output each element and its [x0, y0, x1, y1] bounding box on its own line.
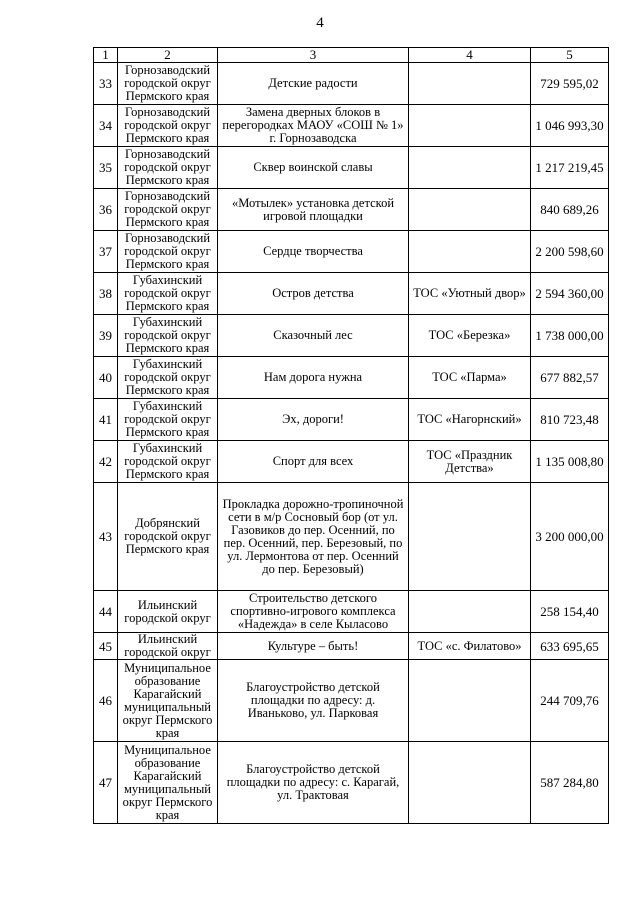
tos-cell — [409, 742, 531, 824]
header-col-2: 2 — [118, 48, 218, 63]
table-row — [94, 273, 609, 315]
amount-cell: 729 595,02 — [531, 63, 609, 105]
municipality-cell: Губахинский городской округ Пермского края — [118, 315, 218, 357]
table-row — [94, 399, 609, 441]
project-cell: Сказочный лес — [218, 315, 409, 357]
municipality-cell: Горнозаводский городской округ Пермского края — [118, 189, 218, 231]
row-number: 34 — [94, 105, 118, 147]
header-col-5: 5 — [531, 48, 609, 63]
tos-cell — [409, 231, 531, 273]
project-cell: «Мотылек» установка детской игровой площадки — [218, 189, 409, 231]
municipality-cell: Горнозаводский городской округ Пермского края — [118, 105, 218, 147]
project-cell: Замена дверных блоков в перегородках МАОУ «СОШ № 1» г. Горнозаводска — [218, 105, 409, 147]
tos-cell — [409, 147, 531, 189]
table-row — [94, 105, 609, 147]
amount-cell: 2 200 598,60 — [531, 231, 609, 273]
row-number: 44 — [94, 591, 118, 633]
grant-table — [93, 47, 609, 824]
row-number: 43 — [94, 483, 118, 591]
amount-cell: 3 200 000,00 — [531, 483, 609, 591]
amount-cell: 1 046 993,30 — [531, 105, 609, 147]
municipality-cell: Губахинский городской округ Пермского края — [118, 273, 218, 315]
table-row — [94, 63, 609, 105]
project-cell: Прокладка дорожно-тропиночной сети в м/р Сосновый бор (от ул. Газовиков до пер. Осенний, по пер. Осенний, пер. Березовый, по ул. Лермонтова от пер. Осенний до пер. Березовый) — [218, 483, 409, 591]
amount-cell: 587 284,80 — [531, 742, 609, 824]
amount-cell: 677 882,57 — [531, 357, 609, 399]
municipality-cell: Ильинский городской округ — [118, 591, 218, 633]
tos-cell: ТОС «Парма» — [409, 357, 531, 399]
tos-cell — [409, 660, 531, 742]
amount-cell: 2 594 360,00 — [531, 273, 609, 315]
project-cell: Строительство детского спортивно-игрового комплекса «Надежда» в селе Кыласово — [218, 591, 409, 633]
table-row — [94, 441, 609, 483]
municipality-cell: Губахинский городской округ Пермского края — [118, 357, 218, 399]
table-row — [94, 315, 609, 357]
tos-cell: ТОС «Уютный двор» — [409, 273, 531, 315]
row-number: 45 — [94, 633, 118, 660]
project-cell: Благоустройство детской площадки по адресу: д. Иваньково, ул. Парковая — [218, 660, 409, 742]
header-row — [94, 48, 609, 63]
table-row — [94, 483, 609, 591]
tos-cell — [409, 591, 531, 633]
row-number: 47 — [94, 742, 118, 824]
header-col-3: 3 — [218, 48, 409, 63]
table-row — [94, 189, 609, 231]
municipality-cell: Губахинский городской округ Пермского края — [118, 399, 218, 441]
table-row — [94, 742, 609, 824]
amount-cell: 1 738 000,00 — [531, 315, 609, 357]
amount-cell: 1 135 008,80 — [531, 441, 609, 483]
tos-cell: ТОС «Березка» — [409, 315, 531, 357]
municipality-cell: Ильинский городской округ — [118, 633, 218, 660]
row-number: 37 — [94, 231, 118, 273]
project-cell: Культуре – быть! — [218, 633, 409, 660]
table-row — [94, 357, 609, 399]
municipality-cell: Губахинский городской округ Пермского края — [118, 441, 218, 483]
project-cell: Спорт для всех — [218, 441, 409, 483]
page-number: 4 — [316, 15, 324, 31]
tos-cell: ТОС «Праздник Детства» — [409, 441, 531, 483]
header-col-1: 1 — [94, 48, 118, 63]
municipality-cell: Горнозаводский городской округ Пермского края — [118, 147, 218, 189]
municipality-cell: Муниципальное образование Карагайский муниципальный округ Пермского края — [118, 742, 218, 824]
header-col-4: 4 — [409, 48, 531, 63]
tos-cell: ТОС «Нагорнский» — [409, 399, 531, 441]
amount-cell: 840 689,26 — [531, 189, 609, 231]
tos-cell — [409, 105, 531, 147]
row-number: 33 — [94, 63, 118, 105]
amount-cell: 258 154,40 — [531, 591, 609, 633]
tos-cell — [409, 63, 531, 105]
project-cell: Эх, дороги! — [218, 399, 409, 441]
municipality-cell: Горнозаводский городской округ Пермского края — [118, 63, 218, 105]
project-cell: Детские радости — [218, 63, 409, 105]
table-row — [94, 147, 609, 189]
project-cell: Сквер воинской славы — [218, 147, 409, 189]
table-row — [94, 660, 609, 742]
project-cell: Сердце творчества — [218, 231, 409, 273]
row-number: 38 — [94, 273, 118, 315]
amount-cell: 1 217 219,45 — [531, 147, 609, 189]
table-row — [94, 231, 609, 273]
municipality-cell: Муниципальное образование Карагайский муниципальный округ Пермского края — [118, 660, 218, 742]
municipality-cell: Горнозаводский городской округ Пермского края — [118, 231, 218, 273]
row-number: 39 — [94, 315, 118, 357]
project-cell: Остров детства — [218, 273, 409, 315]
row-number: 36 — [94, 189, 118, 231]
amount-cell: 244 709,76 — [531, 660, 609, 742]
row-number: 42 — [94, 441, 118, 483]
table-body — [94, 63, 609, 824]
row-number: 35 — [94, 147, 118, 189]
table-row — [94, 591, 609, 633]
amount-cell: 633 695,65 — [531, 633, 609, 660]
amount-cell: 810 723,48 — [531, 399, 609, 441]
tos-cell — [409, 189, 531, 231]
row-number: 46 — [94, 660, 118, 742]
project-cell: Благоустройство детской площадки по адресу: с. Карагай, ул. Трактовая — [218, 742, 409, 824]
tos-cell — [409, 483, 531, 591]
municipality-cell: Добрянский городской округ Пермского края — [118, 483, 218, 591]
row-number: 41 — [94, 399, 118, 441]
tos-cell: ТОС «с. Филатово» — [409, 633, 531, 660]
row-number: 40 — [94, 357, 118, 399]
project-cell: Нам дорога нужна — [218, 357, 409, 399]
table-row — [94, 633, 609, 660]
